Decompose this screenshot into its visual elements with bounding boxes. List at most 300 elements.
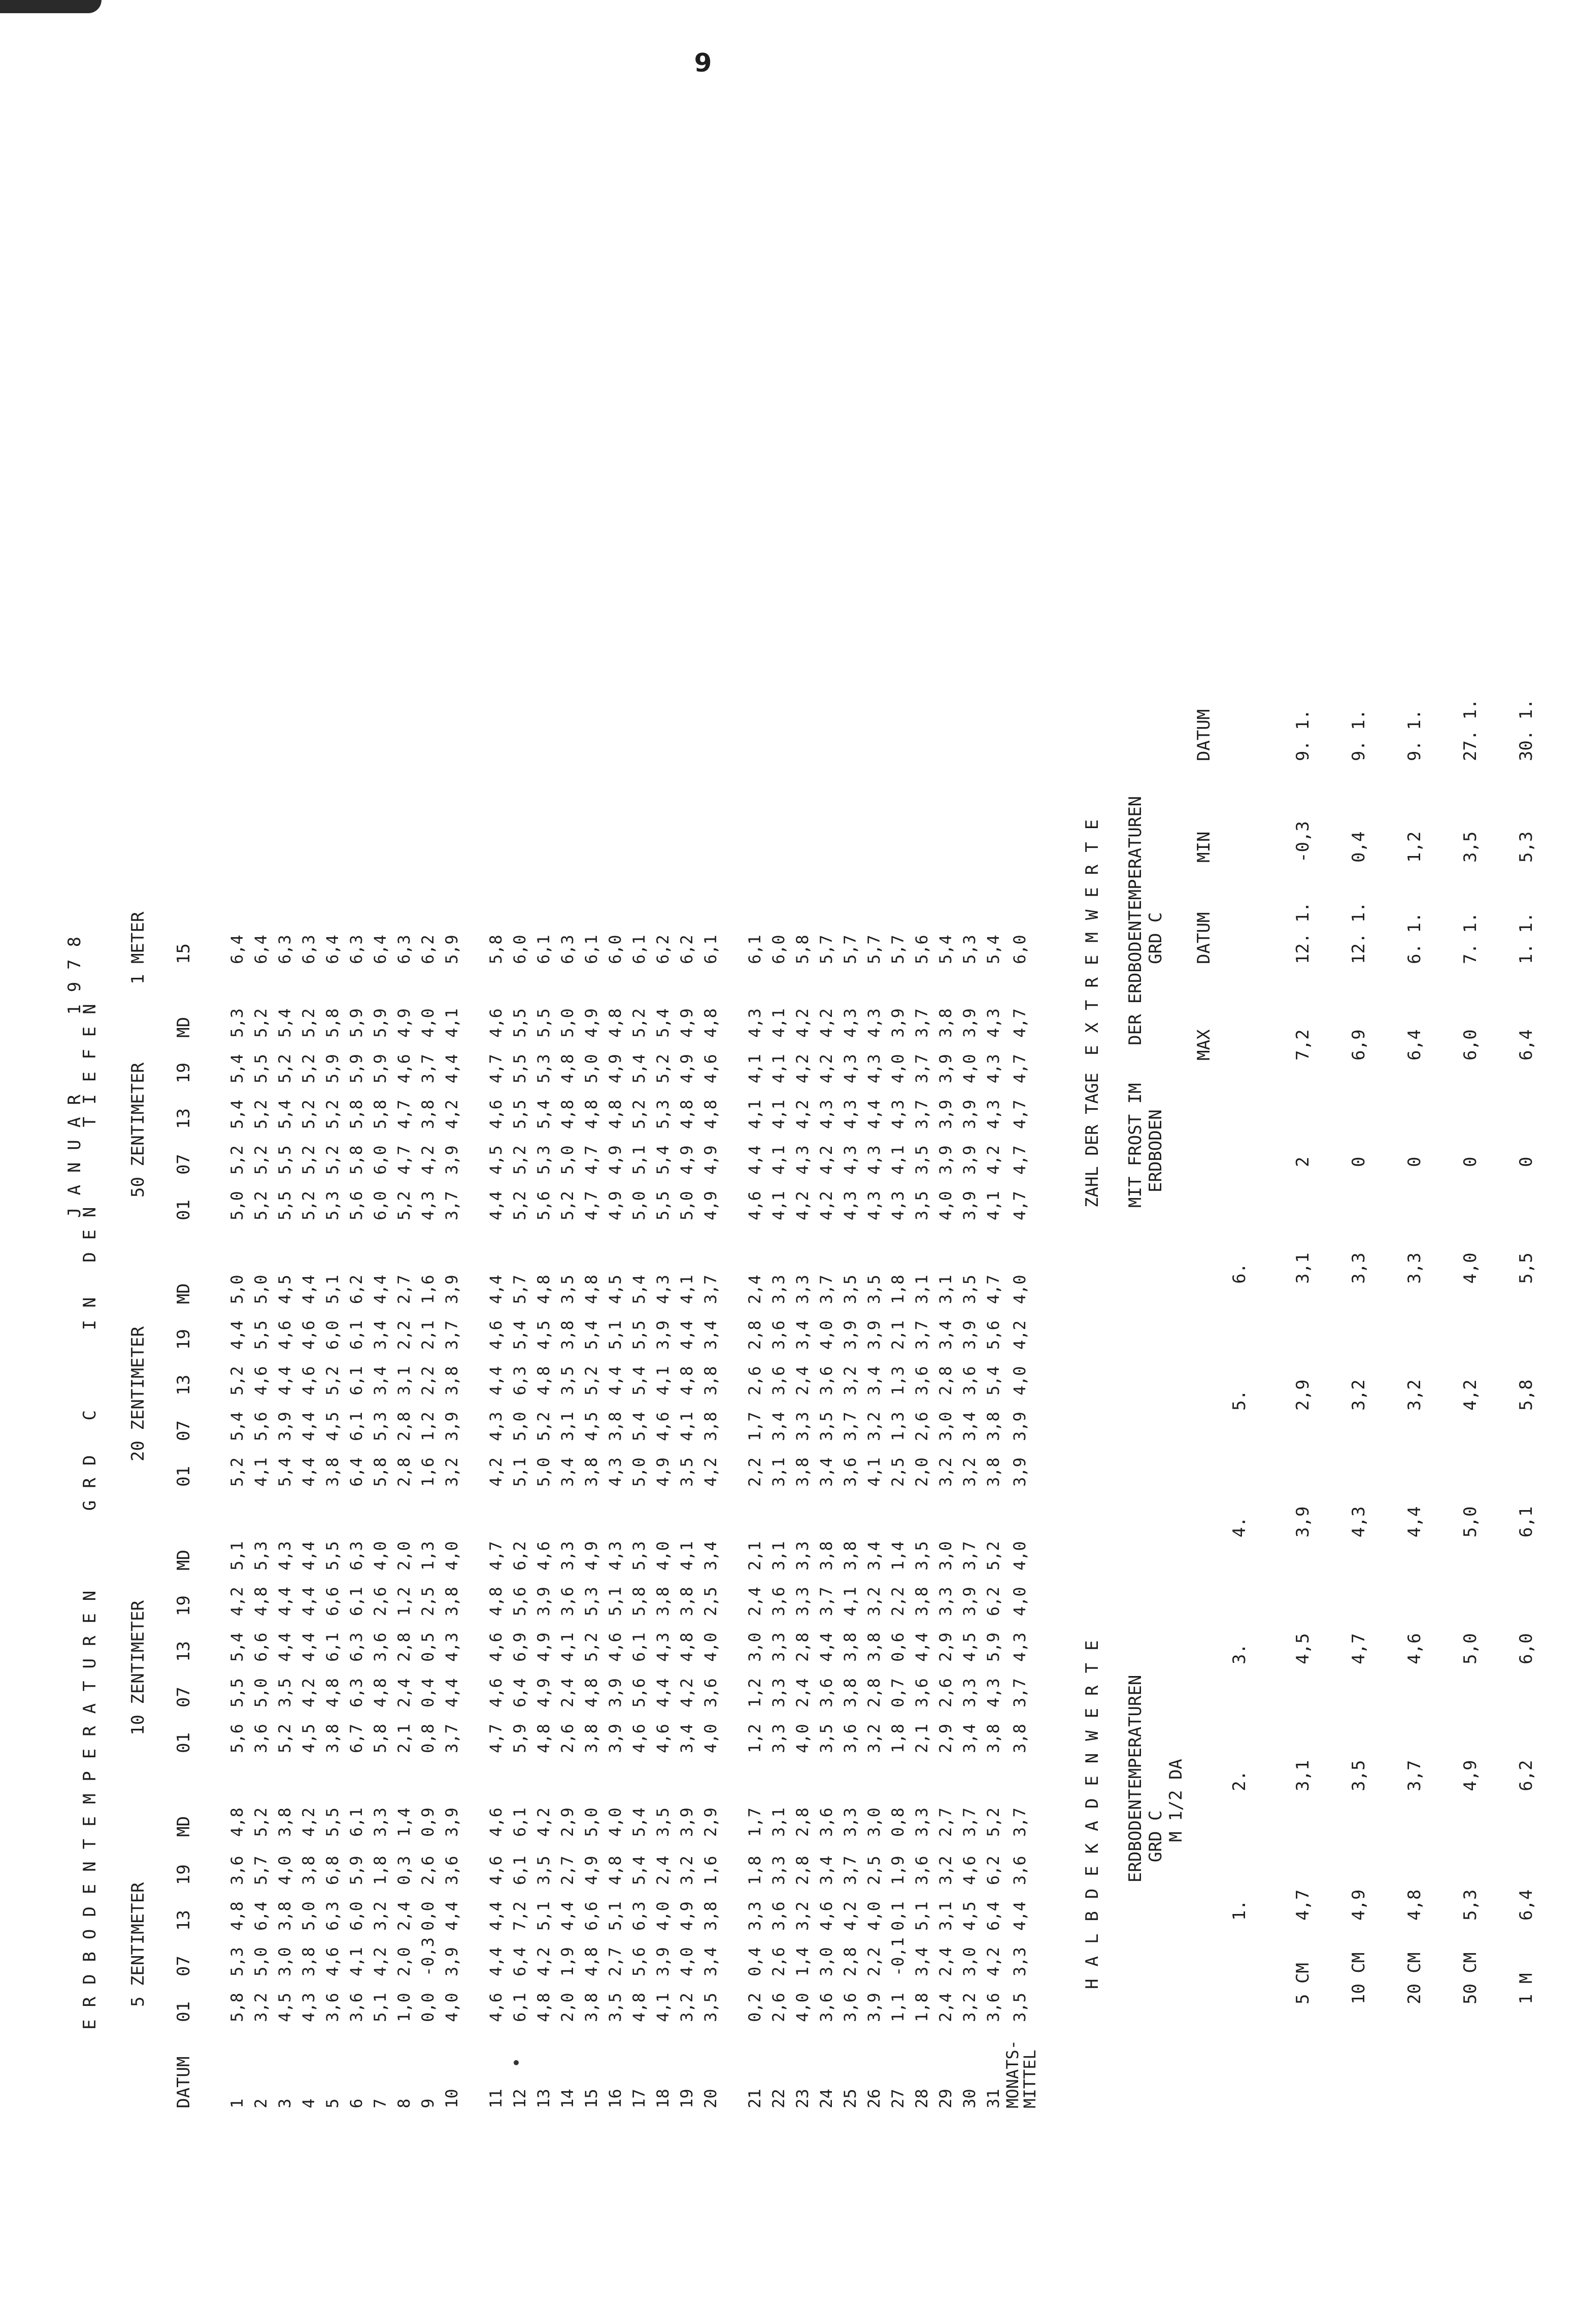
- temp-value: 4,3: [984, 1100, 1003, 1129]
- temp-value: 4,8: [371, 1678, 390, 1707]
- halbdekaden-value: 4,7: [1349, 1633, 1369, 1664]
- temp-value: 4,6: [606, 1632, 625, 1662]
- temp-value: 3,7: [960, 1807, 979, 1837]
- frost-days-value: 0: [1516, 1156, 1536, 1167]
- temp-value: 6,4: [510, 1947, 529, 1976]
- temp-value: 4,1: [745, 1100, 764, 1129]
- temp-value: -0,3: [418, 1937, 438, 1976]
- temp-value: 4,6: [486, 1632, 506, 1662]
- temp-value: 3,2: [864, 1412, 884, 1441]
- temp-value: 5,2: [534, 1412, 553, 1441]
- temp-value: 1,4: [888, 1541, 908, 1570]
- temp-value: 1,0: [394, 1993, 414, 2022]
- temp-value: 4,3: [418, 1191, 438, 1220]
- temp-value: 2,4: [394, 1678, 414, 1707]
- temp-value: 5,8: [371, 1457, 390, 1487]
- temp-value: 5,2: [323, 1100, 342, 1129]
- temp-value: 0,0: [418, 1901, 438, 1931]
- day-number: 22: [769, 2089, 788, 2108]
- temp-value: 3,6: [251, 1724, 271, 1753]
- temp-value: 4,1: [769, 1191, 788, 1220]
- temp-value: 4,0: [371, 1541, 390, 1570]
- temp-value: 4,6: [745, 1191, 764, 1220]
- temp-value: 3,5: [841, 1275, 860, 1304]
- temp-value: 6,2: [347, 1275, 366, 1304]
- temp-value: 2,4: [793, 1678, 812, 1707]
- column-header: MD: [174, 1283, 194, 1304]
- extrem-value: 9. 1.: [1349, 709, 1369, 761]
- temp-value: 2,6: [936, 1678, 955, 1707]
- temp-value: 4,3: [745, 1008, 764, 1038]
- temp-value: 3,8: [442, 1366, 461, 1395]
- temp-value: 5,6: [984, 1320, 1003, 1350]
- temp-value: 6,4: [251, 935, 271, 964]
- temp-value: 4,2: [677, 1678, 696, 1707]
- temp-value: 4,8: [677, 1366, 696, 1395]
- temp-value: 3,2: [677, 1856, 696, 1885]
- temp-value: 5,5: [275, 1145, 294, 1175]
- temp-value: 3,1: [769, 1541, 788, 1570]
- extrem-value: 12. 1.: [1293, 902, 1313, 964]
- temp-value: 6,3: [558, 935, 577, 964]
- temp-value: 6,6: [582, 1901, 601, 1931]
- temp-value: 5,3: [323, 1191, 342, 1220]
- temp-value: 4,1: [769, 1145, 788, 1175]
- temp-value: 4,1: [347, 1947, 366, 1976]
- temp-value: 3,0: [936, 1541, 955, 1570]
- temp-value: 4,9: [677, 1054, 696, 1083]
- temp-value: 6,3: [510, 1366, 529, 1395]
- temp-value: 5,5: [653, 1191, 673, 1220]
- temp-value: 6,0: [323, 1320, 342, 1350]
- temp-value: 4,4: [912, 1632, 931, 1662]
- temp-value: 5,5: [251, 1054, 271, 1083]
- temp-value: 5,2: [299, 1100, 318, 1129]
- monthly-mean-value: 4,0: [1010, 1275, 1029, 1304]
- extrem-value: 7,2: [1293, 1029, 1313, 1061]
- temp-value: 6,2: [984, 1856, 1003, 1885]
- halbdekaden-value: 4,4: [1404, 1506, 1425, 1537]
- temp-value: 5,4: [227, 1632, 247, 1662]
- depth-heading: 50 ZENTIMETER: [128, 1062, 148, 1198]
- temp-value: 4,1: [841, 1587, 860, 1616]
- depth-heading: 20 ZENTIMETER: [128, 1326, 148, 1461]
- temp-value: 4,3: [299, 1993, 318, 2022]
- day-number: 3: [275, 2098, 294, 2108]
- temp-value: 4,8: [558, 1054, 577, 1083]
- temp-value: 4,0: [936, 1191, 955, 1220]
- temp-value: 5,4: [629, 1054, 649, 1083]
- temp-value: 3,3: [371, 1807, 390, 1837]
- monthly-mean-value: 3,8: [1010, 1724, 1029, 1753]
- temp-value: 4,1: [442, 1008, 461, 1038]
- temp-value: 5,2: [653, 1054, 673, 1083]
- temp-value: 0,8: [418, 1724, 438, 1753]
- temp-value: 3,8: [418, 1100, 438, 1129]
- temp-value: 5,4: [227, 1054, 247, 1083]
- monthly-mean-value: 4,7: [1010, 1008, 1029, 1038]
- page-number: 9: [694, 48, 712, 78]
- temp-value: 5,2: [227, 1366, 247, 1395]
- temp-value: 6,1: [582, 935, 601, 964]
- temp-value: 3,9: [275, 1412, 294, 1441]
- temp-value: 5,9: [347, 1008, 366, 1038]
- temp-value: 2,8: [394, 1632, 414, 1662]
- temp-value: 3,9: [936, 1054, 955, 1083]
- temp-value: 4,5: [960, 1901, 979, 1931]
- temp-value: 3,8: [677, 1587, 696, 1616]
- temp-value: 2,6: [769, 1993, 788, 2022]
- temp-value: 5,9: [442, 935, 461, 964]
- monthly-mean-value: 4,0: [1010, 1541, 1029, 1570]
- temp-value: 3,9: [936, 1100, 955, 1129]
- temp-value: 4,8: [629, 1993, 649, 2022]
- monthly-mean-value: 4,3: [1010, 1632, 1029, 1662]
- temp-value: 6,3: [347, 935, 366, 964]
- temp-value: 4,8: [558, 1100, 577, 1129]
- temp-value: 4,9: [677, 1008, 696, 1038]
- temp-value: 6,2: [418, 935, 438, 964]
- temp-value: 4,3: [841, 1191, 860, 1220]
- column-header: MD: [174, 1550, 194, 1570]
- temp-value: 6,1: [323, 1632, 342, 1662]
- temp-value: 4,9: [394, 1008, 414, 1038]
- temp-value: 4,6: [486, 1678, 506, 1707]
- temp-value: 4,3: [841, 1054, 860, 1083]
- temp-value: 5,5: [534, 1008, 553, 1038]
- temp-value: 3,6: [817, 1807, 836, 1837]
- temp-value: 4,7: [582, 1191, 601, 1220]
- extrem-value: 6,4: [1516, 1029, 1536, 1061]
- temp-value: 4,9: [701, 1191, 720, 1220]
- temp-value: 4,4: [486, 1947, 506, 1976]
- temp-value: 3,8: [582, 1457, 601, 1487]
- temp-value: 5,2: [394, 1191, 414, 1220]
- temp-value: 5,2: [582, 1366, 601, 1395]
- temp-value: 4,4: [745, 1145, 764, 1175]
- column-header: 19: [174, 1329, 194, 1350]
- temp-value: 3,2: [864, 1724, 884, 1753]
- halbdekaden-value: 6,4: [1516, 1889, 1536, 1921]
- temp-value: 4,8: [227, 1901, 247, 1931]
- temp-value: 1,6: [701, 1856, 720, 1885]
- temp-value: 2,8: [745, 1320, 764, 1350]
- temp-value: 4,1: [677, 1412, 696, 1441]
- temp-value: 2,6: [912, 1412, 931, 1441]
- temp-value: 4,4: [486, 1366, 506, 1395]
- temp-value: 2,7: [558, 1856, 577, 1885]
- temp-value: 6,4: [371, 935, 390, 964]
- temp-value: 3,6: [817, 1678, 836, 1707]
- temp-value: 4,1: [251, 1457, 271, 1487]
- temp-value: 5,0: [558, 1145, 577, 1175]
- day-number: 21: [745, 2089, 764, 2108]
- temp-value: 3,2: [793, 1901, 812, 1931]
- temp-value: 4,0: [677, 1947, 696, 1976]
- temp-value: 5,8: [347, 1100, 366, 1129]
- temp-value: 4,0: [960, 1054, 979, 1083]
- day-number: 16: [606, 2089, 625, 2108]
- temp-value: 2,8: [936, 1366, 955, 1395]
- extrem-value: 6,4: [1404, 1029, 1425, 1061]
- temp-value: 5,0: [510, 1412, 529, 1441]
- temp-value: 3,6: [769, 1320, 788, 1350]
- temp-value: 2,4: [394, 1901, 414, 1931]
- column-header: 13: [174, 1375, 194, 1395]
- temp-value: 2,1: [912, 1724, 931, 1753]
- temp-value: 5,2: [582, 1632, 601, 1662]
- temp-value: 2,1: [394, 1724, 414, 1753]
- halbdekaden-value: 5,0: [1460, 1633, 1481, 1664]
- day-number: 30: [960, 2089, 979, 2108]
- temp-value: 6,0: [371, 1145, 390, 1175]
- temp-value: 3,8: [558, 1320, 577, 1350]
- column-header: 01: [174, 1732, 194, 1753]
- temp-value: 5,2: [251, 1145, 271, 1175]
- temp-value: 4,4: [558, 1901, 577, 1931]
- temp-value: 3,3: [793, 1275, 812, 1304]
- halbdekaden-value: 5,0: [1460, 1506, 1481, 1537]
- temp-value: 3,6: [227, 1856, 247, 1885]
- halbdekaden-value: 3,9: [1293, 1506, 1313, 1537]
- column-header: 19: [174, 1864, 194, 1885]
- temp-value: 5,8: [371, 1100, 390, 1129]
- temp-value: 5,0: [629, 1457, 649, 1487]
- temp-value: 3,8: [793, 1457, 812, 1487]
- temp-value: 2,9: [701, 1807, 720, 1837]
- extrem-value: 0,4: [1349, 831, 1369, 863]
- halbdekaden-value: 4,9: [1460, 1760, 1481, 1791]
- temp-value: 2,7: [606, 1947, 625, 1976]
- monthly-mean-value: 4,0: [1010, 1366, 1029, 1395]
- temp-value: 3,4: [960, 1724, 979, 1753]
- halbdekaden-value: 3,2: [1404, 1379, 1425, 1411]
- temp-value: 4,4: [606, 1366, 625, 1395]
- temp-value: 4,6: [534, 1541, 553, 1570]
- temp-value: 4,9: [677, 1145, 696, 1175]
- temp-value: 2,8: [394, 1457, 414, 1487]
- temp-value: 3,9: [864, 1320, 884, 1350]
- temp-value: 3,6: [371, 1632, 390, 1662]
- temp-value: 2,9: [936, 1724, 955, 1753]
- halbdekaden-column: 3.: [1229, 1644, 1250, 1664]
- temp-value: 4,6: [960, 1856, 979, 1885]
- temp-value: 4,3: [864, 1145, 884, 1175]
- temp-value: 5,4: [984, 935, 1003, 964]
- temp-value: 3,6: [912, 1678, 931, 1707]
- column-header: 15: [174, 943, 194, 964]
- temp-value: 3,9: [442, 1807, 461, 1837]
- temp-value: 3,6: [841, 1457, 860, 1487]
- halbdekaden-value: 4,7: [1293, 1889, 1313, 1921]
- temp-value: 5,4: [936, 935, 955, 964]
- extrem-value: 7. 1.: [1460, 912, 1481, 964]
- temp-value: 3,9: [888, 1008, 908, 1038]
- temp-value: 4,0: [606, 1807, 625, 1837]
- temp-value: 4,5: [299, 1724, 318, 1753]
- extrem-value: 1,2: [1404, 831, 1425, 863]
- temp-value: 2,2: [888, 1587, 908, 1616]
- temp-value: 5,5: [510, 1054, 529, 1083]
- day-number: 4: [299, 2098, 318, 2108]
- temp-value: 5,5: [275, 1191, 294, 1220]
- frost-days-value: 0: [1349, 1156, 1369, 1167]
- temp-value: 0,7: [888, 1678, 908, 1707]
- temp-value: 1,2: [745, 1678, 764, 1707]
- temp-value: 4,8: [677, 1100, 696, 1129]
- day-number: 24: [817, 2089, 836, 2108]
- extrem-value: 9. 1.: [1404, 709, 1425, 761]
- temp-value: 3,3: [769, 1856, 788, 1885]
- halbdekaden-column: 6.: [1229, 1263, 1250, 1284]
- halbdekaden-value: 4,6: [1404, 1633, 1425, 1664]
- temp-value: 4,9: [534, 1678, 553, 1707]
- temp-value: 1,8: [888, 1275, 908, 1304]
- temp-value: 2,8: [793, 1632, 812, 1662]
- temp-value: 0,0: [418, 1993, 438, 2022]
- temp-value: 3,8: [582, 1724, 601, 1753]
- temp-value: 6,0: [371, 1191, 390, 1220]
- temp-value: 4,7: [394, 1100, 414, 1129]
- temp-value: 3,3: [793, 1412, 812, 1441]
- temp-value: 2,6: [418, 1856, 438, 1885]
- temp-value: 5,7: [251, 1856, 271, 1885]
- temp-value: 3,6: [841, 1724, 860, 1753]
- monthly-mean-value: 4,7: [1010, 1100, 1029, 1129]
- temp-value: 5,1: [629, 1145, 649, 1175]
- temp-value: 3,4: [936, 1320, 955, 1350]
- temp-value: 3,9: [960, 1008, 979, 1038]
- temp-value: 3,4: [817, 1457, 836, 1487]
- temp-value: 3,1: [912, 1275, 931, 1304]
- temp-value: 4,5: [582, 1412, 601, 1441]
- temp-value: 3,3: [558, 1541, 577, 1570]
- temp-value: 0,9: [418, 1807, 438, 1837]
- temp-value: 3,8: [701, 1901, 720, 1931]
- extrem-column: DATUM: [1194, 912, 1214, 964]
- extrem-value: 12. 1.: [1349, 902, 1369, 964]
- temp-value: 3,9: [606, 1724, 625, 1753]
- temp-value: 5,0: [299, 1901, 318, 1931]
- temp-value: 4,1: [984, 1191, 1003, 1220]
- temp-value: 3,4: [701, 1947, 720, 1976]
- temp-value: 5,3: [227, 1008, 247, 1038]
- temp-value: 4,0: [653, 1541, 673, 1570]
- temp-value: 3,8: [936, 1008, 955, 1038]
- temp-value: 4,6: [486, 1008, 506, 1038]
- temp-value: 1,2: [394, 1587, 414, 1616]
- monatsmittel-label: MONATS- MITTEL: [1003, 2040, 1039, 2108]
- day-number: 18: [653, 2089, 673, 2108]
- temp-value: 2,4: [793, 1366, 812, 1395]
- temp-value: 4,7: [486, 1054, 506, 1083]
- halbdekaden-value: 3,5: [1349, 1760, 1369, 1791]
- temp-value: 5,1: [912, 1901, 931, 1931]
- temp-value: 2,8: [864, 1678, 884, 1707]
- temp-value: 4,3: [984, 1678, 1003, 1707]
- temp-value: 4,4: [299, 1412, 318, 1441]
- temp-value: 5,2: [251, 1100, 271, 1129]
- temp-value: 4,2: [793, 1008, 812, 1038]
- temp-value: 3,4: [371, 1366, 390, 1395]
- extrem-value: 3,5: [1460, 831, 1481, 863]
- temp-value: 4,2: [486, 1457, 506, 1487]
- depth-heading: 1 METER: [128, 911, 148, 984]
- temp-value: 5,2: [299, 1054, 318, 1083]
- temp-value: 3,5: [653, 1807, 673, 1837]
- temp-value: 3,8: [984, 1457, 1003, 1487]
- temp-value: 4,0: [442, 1993, 461, 2022]
- extrem-value: 9. 1.: [1293, 709, 1313, 761]
- temp-value: 5,2: [299, 1008, 318, 1038]
- temp-value: 3,5: [912, 1145, 931, 1175]
- extrem-column: MAX: [1194, 1029, 1214, 1061]
- column-header: 13: [174, 1910, 194, 1931]
- temp-value: 5,9: [371, 1008, 390, 1038]
- temp-value: 5,4: [629, 1275, 649, 1304]
- temp-value: 2,9: [936, 1632, 955, 1662]
- temp-value: 0,2: [745, 1993, 764, 2022]
- temp-value: 4,6: [323, 1947, 342, 1976]
- temp-value: 4,3: [606, 1457, 625, 1487]
- temp-value: 3,2: [442, 1457, 461, 1487]
- temp-value: 6,1: [701, 935, 720, 964]
- temp-value: 3,6: [442, 1856, 461, 1885]
- temp-value: 4,3: [793, 1145, 812, 1175]
- temp-value: 6,3: [275, 935, 294, 964]
- temp-value: 5,0: [582, 1054, 601, 1083]
- temp-value: 5,4: [653, 1008, 673, 1038]
- temp-value: 5,3: [534, 1054, 553, 1083]
- halbdekaden-value: 3,7: [1404, 1760, 1425, 1791]
- temp-value: 4,2: [418, 1145, 438, 1175]
- temp-value: 5,7: [888, 935, 908, 964]
- temp-value: 5,8: [486, 935, 506, 964]
- temp-value: 5,2: [227, 1145, 247, 1175]
- temp-value: 4,6: [486, 1993, 506, 2022]
- temp-value: 4,9: [582, 1856, 601, 1885]
- temp-value: 5,4: [275, 1008, 294, 1038]
- temp-value: 4,3: [653, 1632, 673, 1662]
- temp-value: 4,8: [701, 1008, 720, 1038]
- monthly-mean-value: 3,7: [1010, 1678, 1029, 1707]
- column-header: 01: [174, 2001, 194, 2022]
- temp-value: 5,6: [534, 1191, 553, 1220]
- extrem-column: MIN: [1194, 831, 1214, 863]
- temp-value: 3,3: [745, 1901, 764, 1931]
- temp-value: 5,9: [371, 1054, 390, 1083]
- temp-value: 3,3: [793, 1541, 812, 1570]
- temp-value: 5,2: [299, 1145, 318, 1175]
- halbdekaden-value: 6,2: [1516, 1760, 1536, 1791]
- temp-value: 5,2: [629, 1100, 649, 1129]
- temp-value: 1,2: [418, 1412, 438, 1441]
- temp-value: 4,7: [394, 1145, 414, 1175]
- temp-value: 3,2: [936, 1457, 955, 1487]
- day-number: 26: [864, 2089, 884, 2108]
- halbdekaden-column: 4.: [1229, 1517, 1250, 1537]
- temp-value: 3,0: [745, 1632, 764, 1662]
- temp-value: 3,4: [864, 1541, 884, 1570]
- temp-value: 3,1: [769, 1457, 788, 1487]
- temp-value: 4,4: [275, 1366, 294, 1395]
- temp-value: 4,4: [442, 1901, 461, 1931]
- temp-value: 3,5: [275, 1678, 294, 1707]
- temp-value: 5,9: [984, 1632, 1003, 1662]
- day-number: 8: [394, 2098, 414, 2108]
- temp-value: 3,7: [442, 1320, 461, 1350]
- temp-value: 3,6: [984, 1993, 1003, 2022]
